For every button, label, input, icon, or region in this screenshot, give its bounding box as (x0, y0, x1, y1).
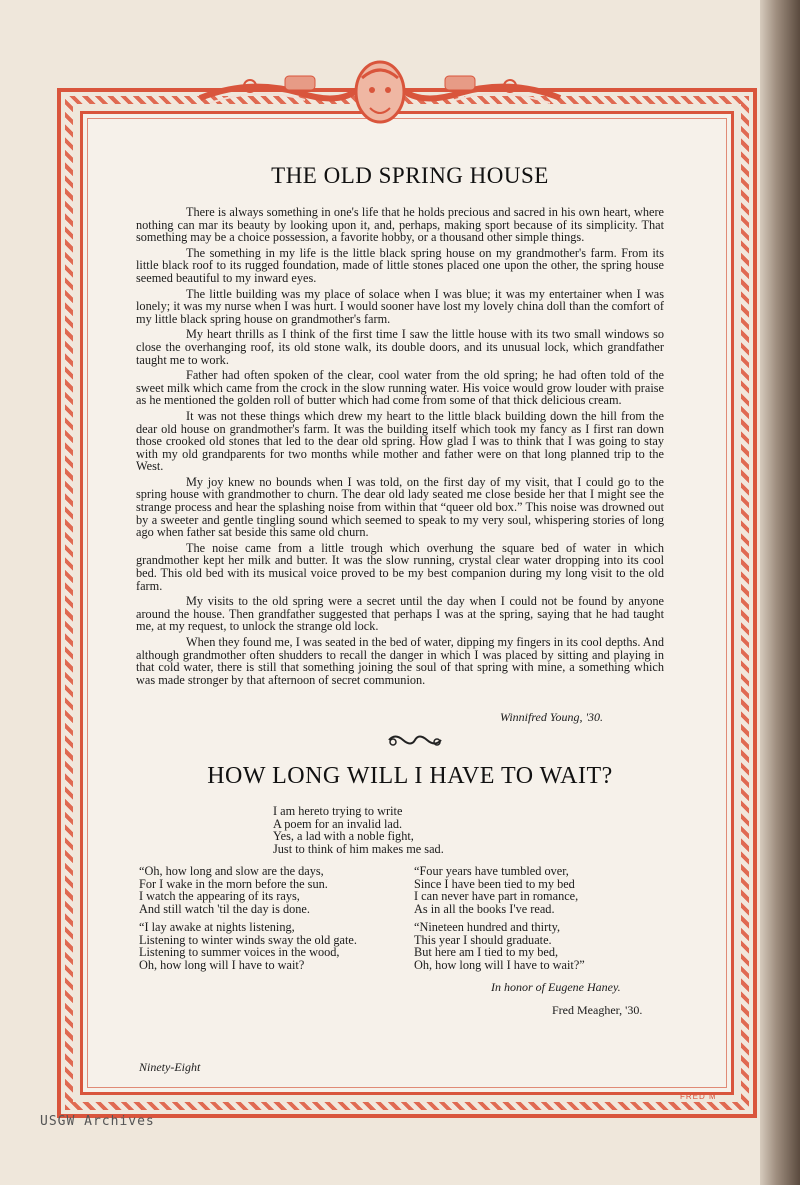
essay-body (136, 206, 664, 689)
archive-watermark: USGW Archives (40, 1114, 155, 1129)
poem-line: Oh, how long will I have to wait? (139, 957, 305, 972)
poem-line: I watch the appearing of its rays, (139, 889, 300, 904)
paragraph: My visits to the old spring were a secret until the day when I could not be found by anyone around the house. Then grandfather suggested that perhaps I was at the spring, saying that he had taught me, at my request, to unlock the strange old lock. (136, 594, 664, 634)
paragraph: My joy knew no bounds when I was told, on the first day of my visit, that I could go to the spring house with grandmother to churn. The dear old lady seated me close beside her that I might see the strange process and hear the splashing noise from within that “queer old box.” This noise was drowned out by a sweeter and gentle tingling sound which seemed to speak to my very soul, whispering stories of long ago when father sat beside this same old churn. (136, 474, 664, 540)
book-spine (760, 0, 800, 1185)
poem-line: A poem for an invalid lad. (273, 816, 403, 831)
paragraph: My heart thrills as I think of the first time I saw the little house with its two small windows so close the overhanging roof, its old stone walk, its double doors, and its unusual lock, which grandfather taught me to work. (136, 327, 664, 367)
poem-line: As in all the books I've read. (414, 901, 555, 916)
poem-line: This year I should graduate. (414, 932, 552, 947)
poem-line: “Oh, how long and slow are the days, (139, 864, 324, 878)
poem-line: Since I have been tied to my bed (414, 876, 575, 891)
poem-signature: Fred Meagher, '30. (552, 1003, 643, 1017)
paragraph: The little building was my place of solace when I was blue; it was my entertainer when I was lonely; it was my nurse when I was hurt. I would sooner have lost my lovely china doll than the comfort of my little black spring house on grandmother's farm. (136, 286, 664, 326)
poem-line: But here am I tied to my bed, (414, 945, 559, 960)
poem-stanza-3 (139, 921, 357, 971)
poem-line: Listening to summer voices in the wood, (139, 945, 340, 960)
poem-line: “I lay awake at nights listening, (139, 920, 295, 934)
paragraph: The something in my life is the little black spring house on my grandmother's farm. From its little black roof to its rugged foundation, made of little stones placed one upon the other, the spring house seemed beautiful to my inward eyes. (136, 245, 664, 285)
essay-signature: Winnifred Young, '30. (500, 710, 604, 724)
page-number: Ninety-Eight (139, 1060, 201, 1074)
poem-title: HOW LONG WILL I HAVE TO WAIT? (207, 763, 613, 789)
paragraph: The noise came from a little trough which overhung the square bed of water in which grandmother kept her milk and butter. It was the slow running, crystal clear water dropping into its cool bed. This old bed with its musical voice proved to be my best companion during my long visit to the old farm. (136, 540, 664, 593)
poem-line: Just to think of him makes me sad. (273, 841, 444, 856)
poem-stanza-4 (414, 921, 585, 971)
paragraph: Father had often spoken of the clear, cool water from the old spring; he had often told of the sweet milk which came from the crock in the slow running water. His voice would grow louder with praise as he mentioned the golden roll of butter which had come from some of that thick delicious cream. (136, 368, 664, 408)
paragraph: It was not these things which drew my heart to the little black building down the hill from the dear old house on grandmother's farm. It was the building itself which took my fancy as I first ran down those crooked old stones that led to the dear old spring. How glad I was to think that I was going to stay with my old grandparents for two months while mother and father were on that long planned trip to the West. (136, 408, 664, 474)
artist-mark: FRED M (680, 1092, 717, 1101)
poem-line: For I wake in the morn before the sun. (139, 876, 328, 891)
poem-line: Listening to winter winds sway the old gate. (139, 932, 357, 947)
poem-line: Yes, a lad with a noble fight, (273, 829, 414, 844)
poem-line: “Four years have tumbled over, (414, 864, 569, 878)
poem-line: “Nineteen hundred and thirty, (414, 920, 561, 934)
poem-intro (273, 805, 444, 855)
paragraph: When they found me, I was seated in the bed of water, dipping my fingers in its cool depths. And although grandmother often shudders to recall the danger in which I was placed by sitting and playing in that cold water, there is still that something joining the soul of that spring with mine, a something which was made stronger by that afternoon of secret communion. (136, 635, 664, 687)
poem-line: And still watch 'til the day is done. (139, 901, 310, 916)
poem-line: I am hereto trying to write (273, 804, 403, 818)
poem-stanza-2 (414, 865, 578, 915)
poem-line: I can never have part in romance, (414, 889, 579, 904)
essay-title: THE OLD SPRING HOUSE (271, 163, 549, 188)
ornament-banner-icon (190, 48, 570, 128)
poem-stanza-1 (139, 865, 328, 915)
flourish-divider-icon (385, 731, 445, 749)
dedication: In honor of Eugene Haney. (491, 980, 621, 994)
poem-line: Oh, how long will I have to wait?” (414, 957, 585, 972)
paragraph: There is always something in one's life that he holds precious and sacred in his own heart, where nothing can mar its beauty by looking upon it, and, perhaps, making sport because of its simplicity. That something may be a choice possession, a favorite hobby, or a thousand other simple things. (136, 205, 664, 245)
